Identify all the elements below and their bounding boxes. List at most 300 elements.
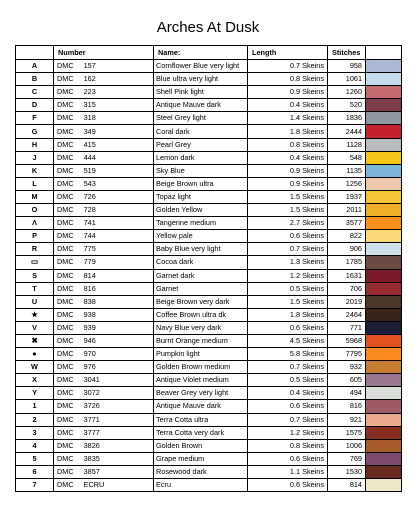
stitches-cell: 2011 [328,204,366,217]
length-cell: 2.7 Skeins [248,217,328,230]
length-cell: 4.5 Skeins [248,334,328,347]
stitches-cell: 1260 [328,86,366,99]
table-row [16,125,402,138]
stitches-cell: 1785 [328,256,366,269]
page-title: Arches At Dusk [156,19,260,36]
table-row [16,321,402,334]
brand-label: DMC [57,414,74,424]
brand-label: DMC [57,152,74,162]
number-cell [54,308,154,321]
number-cell [54,230,154,243]
thread-code: 838 [83,296,96,306]
thread-code: 728 [83,205,96,215]
number-cell [54,86,154,99]
symbol-cell: D [16,99,54,112]
brand-label: DMC [57,466,74,476]
number-cell [54,282,154,295]
length-cell: 0.6 Skeins [248,452,328,465]
thread-code: 3826 [83,440,100,450]
stitches-cell: 605 [328,374,366,387]
number-cell [54,177,154,190]
thread-code: 543 [83,178,96,188]
symbol-cell: G [16,125,54,138]
table-row [16,230,402,243]
color-swatch [366,164,402,177]
table-row [16,243,402,256]
number-cell [54,73,154,86]
number-cell [54,426,154,439]
name-cell: Cocoa dark [154,256,248,269]
number-cell [54,348,154,361]
length-cell: 0.7 Skeins [248,413,328,426]
stitches-cell: 1135 [328,164,366,177]
number-cell [54,125,154,138]
length-cell: 0.8 Skeins [248,439,328,452]
brand-label: DMC [57,257,74,267]
length-cell: 0.9 Skeins [248,86,328,99]
symbol-cell: F [16,112,54,125]
thread-table [15,45,402,492]
length-cell: 0.4 Skeins [248,387,328,400]
table-row [16,112,402,125]
stitches-cell: 771 [328,321,366,334]
color-swatch [366,348,402,361]
stitches-cell: 906 [328,243,366,256]
number-cell [54,321,154,334]
thread-code: 3072 [83,388,100,398]
table-row [16,479,402,492]
brand-label: DMC [57,362,74,372]
color-swatch [366,217,402,230]
color-swatch [366,400,402,413]
symbol-cell: R [16,243,54,256]
color-swatch [366,204,402,217]
stitches-cell: 932 [328,361,366,374]
symbol-cell: Y [16,387,54,400]
thread-code: 444 [83,152,96,162]
color-swatch [366,282,402,295]
color-swatch [366,243,402,256]
brand-label: DMC [57,191,74,201]
table-row [16,334,402,347]
symbol-cell: 3 [16,426,54,439]
symbol-cell: 4 [16,439,54,452]
color-swatch [366,295,402,308]
name-cell: Garnet dark [154,269,248,282]
name-cell: Rosewood dark [154,465,248,478]
name-cell: Antique Mauve dark [154,400,248,413]
brand-label: DMC [57,480,74,490]
brand-label: DMC [57,218,74,228]
name-cell: Ecru [154,479,248,492]
name-cell: Antique Mauve dark [154,99,248,112]
table-row [16,361,402,374]
symbol-cell: ✖ [16,334,54,347]
brand-label: DMC [57,453,74,463]
number-cell [54,60,154,73]
number-cell [54,151,154,164]
name-cell: Steel Grey light [154,112,248,125]
stitches-cell: 706 [328,282,366,295]
symbol-cell: S [16,269,54,282]
length-cell: 1.5 Skeins [248,204,328,217]
color-swatch [366,413,402,426]
thread-code: 775 [83,244,96,254]
table-row [16,204,402,217]
name-cell: Garnet [154,282,248,295]
thread-code: 349 [83,126,96,136]
brand-label: DMC [57,244,74,254]
table-row [16,256,402,269]
table-row [16,151,402,164]
stitches-cell: 1128 [328,138,366,151]
symbol-cell: L [16,177,54,190]
color-swatch [366,387,402,400]
brand-label: DMC [57,113,74,123]
length-cell: 0.5 Skeins [248,282,328,295]
length-cell: 0.7 Skeins [248,60,328,73]
length-cell: 0.6 Skeins [248,230,328,243]
brand-label: DMC [57,178,74,188]
symbol-cell: O [16,204,54,217]
number-cell [54,387,154,400]
header-name: Name: [154,46,248,60]
color-swatch [366,465,402,478]
thread-code: 3835 [83,453,100,463]
table-row [16,217,402,230]
stitches-cell: 2019 [328,295,366,308]
table-row [16,177,402,190]
thread-code: 157 [83,61,96,71]
length-cell: 0.9 Skeins [248,164,328,177]
table-row [16,73,402,86]
brand-label: DMC [57,375,74,385]
length-cell: 1.1 Skeins [248,465,328,478]
stitches-cell: 1256 [328,177,366,190]
number-cell [54,295,154,308]
stitches-cell: 5968 [328,334,366,347]
color-swatch [366,426,402,439]
length-cell: 1.8 Skeins [248,125,328,138]
table-row [16,60,402,73]
stitches-cell: 1836 [328,112,366,125]
stitches-cell: 1631 [328,269,366,282]
table-row [16,465,402,478]
number-cell [54,190,154,203]
symbol-cell: 2 [16,413,54,426]
thread-code: 519 [83,165,96,175]
stitches-cell: 2444 [328,125,366,138]
length-cell: 0.7 Skeins [248,361,328,374]
symbol-cell: 1 [16,400,54,413]
color-swatch [366,334,402,347]
stitches-cell: 1061 [328,73,366,86]
name-cell: Yellow pale [154,230,248,243]
name-cell: Coffee Brown ultra dk [154,308,248,321]
number-cell [54,361,154,374]
thread-code: 976 [83,362,96,372]
color-swatch [366,177,402,190]
name-cell: Burnt Orange medium [154,334,248,347]
thread-code: 3857 [83,466,100,476]
stitches-cell: 1530 [328,465,366,478]
table-row [16,308,402,321]
name-cell: Grape medium [154,452,248,465]
brand-label: DMC [57,231,74,241]
name-cell: Shell Pink light [154,86,248,99]
name-cell: Golden Brown medium [154,361,248,374]
brand-label: DMC [57,388,74,398]
length-cell: 1.4 Skeins [248,112,328,125]
number-cell [54,413,154,426]
stitches-cell: 2464 [328,308,366,321]
thread-code: 939 [83,322,96,332]
symbol-cell: T [16,282,54,295]
length-cell: 0.6 Skeins [248,400,328,413]
length-cell: 0.9 Skeins [248,177,328,190]
stitches-cell: 769 [328,452,366,465]
brand-label: DMC [57,165,74,175]
number-cell [54,204,154,217]
thread-code: 318 [83,113,96,123]
number-cell [54,217,154,230]
stitches-cell: 814 [328,479,366,492]
thread-code: 779 [83,257,96,267]
symbol-cell: V [16,321,54,334]
header-number: Number [54,46,154,60]
brand-label: DMC [57,61,74,71]
name-cell: Cornflower Blue very light [154,60,248,73]
header-stitches: Stitches [328,46,366,60]
number-cell [54,269,154,282]
table-row [16,86,402,99]
brand-label: DMC [57,87,74,97]
number-cell [54,452,154,465]
thread-code: 744 [83,231,96,241]
number-cell [54,439,154,452]
brand-label: DMC [57,309,74,319]
symbol-cell: ★ [16,308,54,321]
length-cell: 1.8 Skeins [248,308,328,321]
table-row [16,99,402,112]
symbol-cell: 7 [16,479,54,492]
stitches-cell: 1575 [328,426,366,439]
symbol-cell: H [16,138,54,151]
thread-code: 3777 [83,427,100,437]
name-cell: Terra Cotta very dark [154,426,248,439]
brand-label: DMC [57,296,74,306]
length-cell: 0.4 Skeins [248,99,328,112]
table-row [16,190,402,203]
color-swatch [366,361,402,374]
name-cell: Beige Brown ultra [154,177,248,190]
number-cell [54,99,154,112]
name-cell: Lemon dark [154,151,248,164]
length-cell: 0.7 Skeins [248,243,328,256]
color-swatch [366,86,402,99]
number-cell [54,164,154,177]
brand-label: DMC [57,205,74,215]
table-row [16,400,402,413]
symbol-cell: Λ [16,217,54,230]
length-cell: 1.2 Skeins [248,269,328,282]
stitches-cell: 1006 [328,439,366,452]
color-swatch [366,321,402,334]
table-row [16,439,402,452]
length-cell: 1.5 Skeins [248,295,328,308]
brand-label: DMC [57,322,74,332]
thread-code: 223 [83,87,96,97]
header-swatch [366,46,402,60]
name-cell: Topaz light [154,190,248,203]
name-cell: Baby Blue very light [154,243,248,256]
symbol-cell: J [16,151,54,164]
table-row [16,269,402,282]
number-cell [54,138,154,151]
thread-code: 3771 [83,414,100,424]
length-cell: 1.5 Skeins [248,190,328,203]
name-cell: Beaver Grey very light [154,387,248,400]
length-cell: 1.2 Skeins [248,426,328,439]
table-row [16,282,402,295]
symbol-cell: ▭ [16,256,54,269]
color-swatch [366,452,402,465]
symbol-cell: 6 [16,465,54,478]
symbol-cell: ● [16,348,54,361]
number-cell [54,256,154,269]
color-swatch [366,439,402,452]
table-row [16,164,402,177]
name-cell: Pumpkin light [154,348,248,361]
brand-label: DMC [57,401,74,411]
color-swatch [366,99,402,112]
stitches-cell: 494 [328,387,366,400]
stitches-cell: 7795 [328,348,366,361]
number-cell [54,334,154,347]
thread-code: 938 [83,309,96,319]
name-cell: Golden Yellow [154,204,248,217]
table-row [16,387,402,400]
color-swatch [366,60,402,73]
stitches-cell: 921 [328,413,366,426]
symbol-cell: B [16,73,54,86]
number-cell [54,112,154,125]
header-length: Length [248,46,328,60]
number-cell [54,479,154,492]
name-cell: Sky Blue [154,164,248,177]
name-cell: Tangerine medium [154,217,248,230]
stitches-cell: 3577 [328,217,366,230]
thread-code: 3041 [83,375,100,385]
symbol-cell: X [16,374,54,387]
symbol-cell: W [16,361,54,374]
color-swatch [366,112,402,125]
name-cell: Coral dark [154,125,248,138]
thread-code: 741 [83,218,96,228]
name-cell: Navy Blue very dark [154,321,248,334]
thread-code: 315 [83,100,96,110]
brand-label: DMC [57,427,74,437]
color-swatch [366,374,402,387]
stitches-cell: 1937 [328,190,366,203]
length-cell: 0.8 Skeins [248,73,328,86]
length-cell: 1.3 Skeins [248,256,328,269]
symbol-cell: A [16,60,54,73]
length-cell: 5.8 Skeins [248,348,328,361]
number-cell [54,400,154,413]
table-row [16,413,402,426]
thread-code: 3726 [83,401,100,411]
stitches-cell: 822 [328,230,366,243]
color-swatch [366,479,402,492]
header-symbol [16,46,54,60]
name-cell: Pearl Grey [154,138,248,151]
brand-label: DMC [57,100,74,110]
length-cell: 0.6 Skeins [248,479,328,492]
brand-label: DMC [57,349,74,359]
header-row [16,46,402,60]
color-swatch [366,230,402,243]
stitches-cell: 548 [328,151,366,164]
table-row [16,426,402,439]
color-swatch [366,151,402,164]
color-swatch [366,138,402,151]
thread-code: 946 [83,336,96,346]
color-swatch [366,73,402,86]
number-cell [54,465,154,478]
color-swatch [366,190,402,203]
brand-label: DMC [57,440,74,450]
thread-code: 970 [83,349,96,359]
name-cell: Beige Brown very dark [154,295,248,308]
symbol-cell: U [16,295,54,308]
stitches-cell: 958 [328,60,366,73]
symbol-cell: M [16,190,54,203]
name-cell: Golden Brown [154,439,248,452]
thread-code: 415 [83,139,96,149]
brand-label: DMC [57,283,74,293]
thread-code: 726 [83,191,96,201]
symbol-cell: P [16,230,54,243]
length-cell: 0.4 Skeins [248,151,328,164]
color-swatch [366,308,402,321]
symbol-cell: K [16,164,54,177]
brand-label: DMC [57,139,74,149]
length-cell: 0.5 Skeins [248,374,328,387]
stitches-cell: 520 [328,99,366,112]
color-swatch [366,269,402,282]
stitches-cell: 816 [328,400,366,413]
length-cell: 0.6 Skeins [248,321,328,334]
number-cell [54,374,154,387]
brand-label: DMC [57,126,74,136]
thread-code: 816 [83,283,96,293]
symbol-cell: C [16,86,54,99]
number-cell [54,243,154,256]
table-row [16,452,402,465]
length-cell: 0.8 Skeins [248,138,328,151]
thread-code: 162 [83,74,96,84]
table-row [16,295,402,308]
name-cell: Terra Cotta ultra [154,413,248,426]
table-row [16,374,402,387]
color-swatch [366,256,402,269]
brand-label: DMC [57,270,74,280]
color-swatch [366,125,402,138]
name-cell: Antique Violet medium [154,374,248,387]
brand-label: DMC [57,74,74,84]
table-row [16,348,402,361]
